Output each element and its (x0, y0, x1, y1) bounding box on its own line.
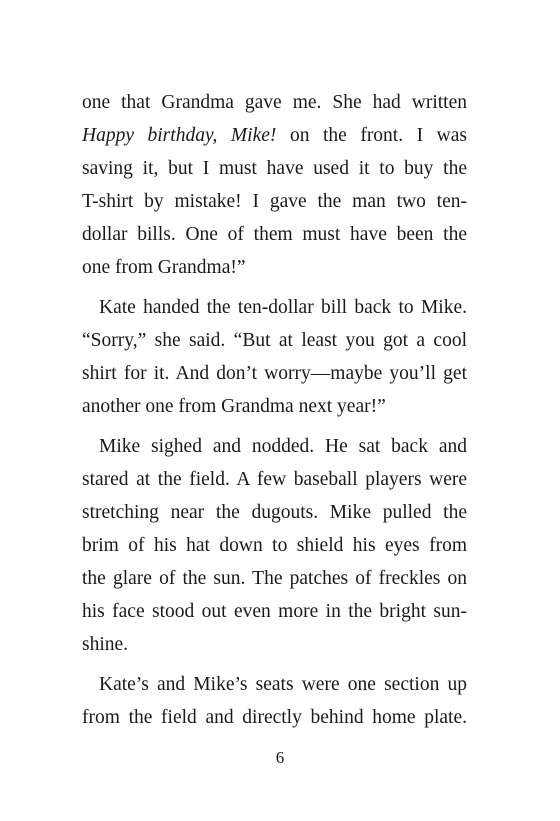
text-line: Kate’s and Mike’s seats were one section up (99, 674, 467, 695)
italic-phrase: Happy birthday, Mike! (82, 125, 277, 146)
text-line: the glare of the sun. The patches of freckles on (82, 568, 467, 589)
text-line: shirt for it. And don’t worry—maybe you’ll get (82, 363, 467, 384)
text-line: from the field and directly behind home plate. (82, 707, 467, 728)
text-line: one that Grandma gave me. She had written (82, 92, 467, 113)
paragraph-3 (82, 430, 467, 661)
book-page-text (82, 86, 467, 734)
paragraph-1 (82, 86, 467, 284)
text-line: stretching near the dugouts. Mike pulled the (82, 502, 467, 523)
text-line: another one from Grandma next year!” (82, 396, 386, 417)
text-line: Mike sighed and nodded. He sat back and (99, 436, 467, 457)
text-line: saving it, but I must have used it to buy the (82, 158, 467, 179)
paragraph-4 (82, 668, 467, 734)
text-line (82, 119, 467, 152)
paragraph-spacer (82, 284, 467, 291)
text-line: T-shirt by mistake! I gave the man two ten- (82, 191, 467, 212)
paragraph-2 (82, 291, 467, 423)
text-line: brim of his hat down to shield his eyes from (82, 535, 467, 556)
text-line: shine. (82, 634, 129, 655)
text-line: Kate handed the ten-dollar bill back to Mike. (99, 297, 467, 318)
text-line: “Sorry,” she said. “But at least you got a cool (82, 330, 467, 351)
text-line: stared at the field. A few baseball players were (82, 469, 467, 490)
text-line: dollar bills. One of them must have been the (82, 224, 467, 245)
paragraph-spacer (82, 661, 467, 668)
text-line: his face stood out even more in the bright sun- (82, 601, 467, 622)
text-line: one from Grandma!” (82, 257, 246, 278)
page-number: 6 (275, 748, 285, 767)
paragraph-spacer (82, 423, 467, 430)
text-run: on the front. I was (276, 125, 467, 146)
